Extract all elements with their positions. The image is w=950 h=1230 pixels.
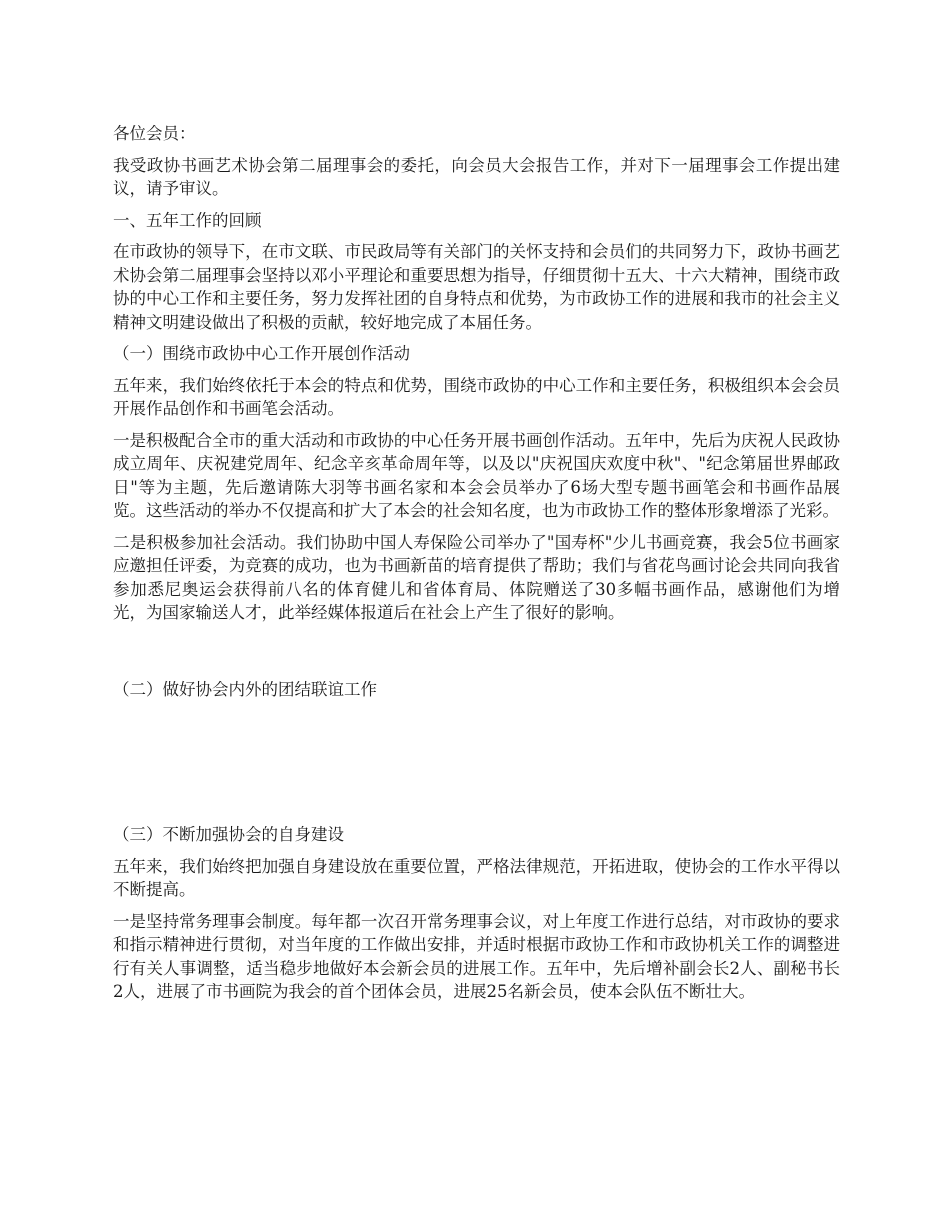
creation-point-one: 一是积极配合全市的重大活动和市政协的中心任务开展书画创作活动。五年中，先后为庆祝人民政协成立周年、庆祝建党周年、纪念辛亥革命周年等，以及以"庆祝国庆欢度中秋"、"纪念第届世界邮政日"等为主题，先后邀请陈大羽等书画名家和本会会员举办了6场大型专题书画笔会和书画作品展览。这些活动的举办不仅提高和扩大了本会的社会知名度，也为市政协工作的整体形象增添了光彩。 — [113, 430, 840, 520]
subsection-heading-self-building: （三）不断加强协会的自身建设 — [113, 825, 344, 844]
blank-gap — [113, 709, 840, 823]
section-heading-review: 一、五年工作的回顾 — [113, 210, 262, 230]
self-building-intro-paragraph: 五年来，我们始终把加强自身建设放在重要位置，严格法律规范，开拓进取，使协会的工作水平得以不断提高。 — [113, 856, 840, 899]
self-building-point-one: 一是坚持常务理事会制度。每年都一次召开常务理事会议，对上年度工作进行总结，对市政协的要求和指示精神进行贯彻，对当年度的工作做出安排，并适时根据市政协工作和市政协机关工作的调整进行有关人事调整，适当稳步地做好本会新会员的进展工作。五年中，先后增补副会长2人、副秘书长2人，进展了市书画院为我会的首个团体会员，进展25名新会员，使本会队伍不断壮大。 — [113, 911, 840, 1001]
subsection-heading-unity: （二）做好协会内外的团结联谊工作 — [113, 679, 377, 699]
subsection-heading-creation: （一）围绕市政协中心工作开展创作活动 — [113, 344, 410, 363]
review-paragraph: 在市政协的领导下，在市文联、市民政局等有关部门的关怀支持和会员们的共同努力下，政协书画艺术协会第二届理事会坚持以邓小平理论和重要思想为指导，仔细贯彻十五大、十六大精神，围绕市政协的中心工作和主要任务，努力发挥社团的自身特点和优势，为市政协工作的进展和我市的社会主义精神文明建设做出了积极的贡献，较好地完成了本届任务。 — [113, 242, 840, 332]
intro-paragraph: 我受政协书画艺术协会第二届理事会的委托，向会员大会报告工作，并对下一届理事会工作提出建议，请予审议。 — [113, 155, 840, 198]
salutation: 各位会员： — [113, 124, 196, 143]
creation-point-two: 二是积极参加社会活动。我们协助中国人寿保险公司举办了"国寿杯"少儿书画竞赛，我会5位书画家应邀担任评委，为竞赛的成功，也为书画新苗的培育提供了帮助；我们与省花鸟画讨论会共同向我省参加悉尼奥运会获得前八名的体育健儿和省体育局、体院赠送了30多幅书画作品，感谢他们为增光，为国家输送人才，此举经媒体报道后在社会上产生了很好的影响。 — [113, 532, 840, 622]
document-body — [113, 122, 840, 1012]
creation-intro-paragraph: 五年来，我们始终依托于本会的特点和优势，围绕市政协的中心工作和主要任务，积极组织本会会员开展作品创作和书画笔会活动。 — [113, 375, 840, 418]
blank-gap — [113, 633, 840, 678]
